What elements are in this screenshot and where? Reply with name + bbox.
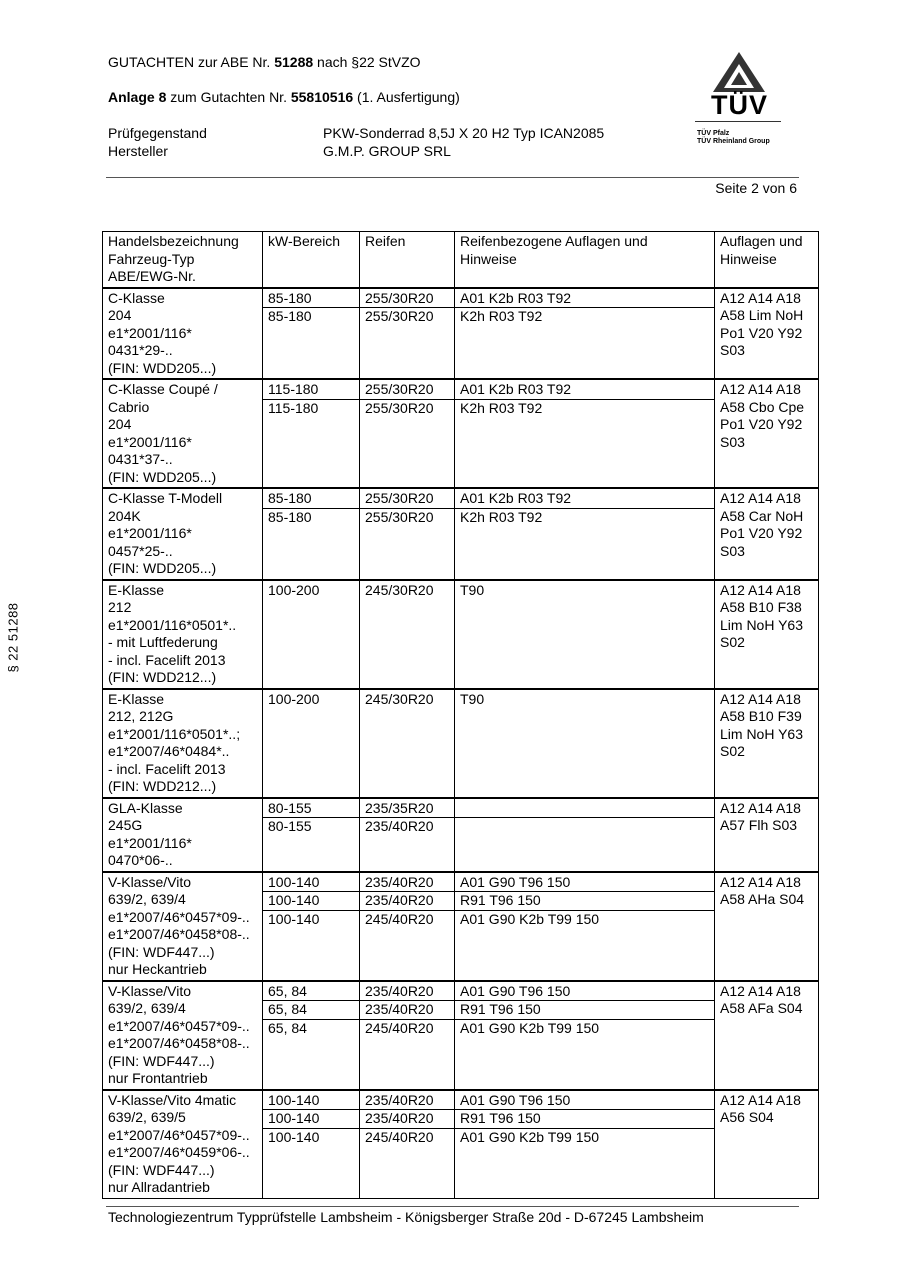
tyre-cell [360, 488, 455, 580]
notes-cell: A12 A14 A18 A58 Car NoH Po1 V20 Y92 S03 [715, 488, 819, 580]
kw-value: 100-140 [268, 1128, 320, 1145]
kw-cell [263, 379, 360, 488]
tyre-cell [360, 580, 455, 689]
kw-value: 65, 84 [263, 1001, 359, 1020]
tyre-notes: A01 K2b R03 T92 [455, 290, 714, 309]
tyre-notes [455, 800, 714, 819]
table-row [103, 488, 819, 580]
tyre-notes-cell [455, 488, 715, 580]
kw-value: 80-155 [263, 800, 359, 819]
tyre-notes-cell [455, 379, 715, 488]
kw-cell [263, 689, 360, 798]
tyre-notes: T90 [460, 581, 485, 598]
document-title: GUTACHTEN zur ABE Nr. 51288 nach §22 StVZO [108, 54, 421, 70]
logo-rule [695, 121, 781, 122]
tyre-cell [360, 689, 455, 798]
hersteller-label: Hersteller [108, 143, 168, 159]
tyre-notes: A01 G90 K2b T99 150 [460, 1019, 600, 1036]
kw-value: 65, 84 [268, 1019, 307, 1036]
notes-cell: A12 A14 A18 A56 S04 [715, 1090, 819, 1199]
kw-cell [263, 872, 360, 981]
tyre-notes: A01 G90 T96 150 [455, 983, 714, 1002]
tyre-cell [360, 288, 455, 380]
kw-value: 100-200 [268, 690, 320, 707]
kw-value: 100-140 [268, 910, 320, 927]
header-divider [106, 177, 799, 178]
tyre-size: 235/40R20 [360, 874, 454, 893]
pruefgegenstand-value: PKW-Sonderrad 8,5J X 20 H2 Typ ICAN2085 [323, 125, 605, 141]
kw-value: 100-140 [263, 874, 359, 893]
tyre-cell [360, 1090, 455, 1199]
tyre-size: 255/30R20 [365, 508, 434, 525]
tyre-cell [360, 798, 455, 872]
tyre-notes-cell [455, 288, 715, 380]
table-row [103, 1090, 819, 1199]
tyre-notes-cell [455, 798, 715, 872]
notes-cell: A12 A14 A18 A58 B10 F38 Lim NoH Y63 S02 [715, 580, 819, 689]
tyre-size: 235/40R20 [360, 1110, 454, 1129]
tyre-notes: R91 T96 150 [455, 892, 714, 911]
tyre-cell [360, 981, 455, 1090]
tuev-triangle-icon [711, 50, 767, 94]
tyre-notes: R91 T96 150 [455, 1001, 714, 1020]
vehicle-name-cell: V-Klasse/Vito 4matic 639/2, 639/5 e1*2007/46*0457*09-.. e1*2007/46*0459*06-.. (FIN: WDF447...) nur Allradantrieb [103, 1090, 263, 1199]
kw-value: 100-140 [263, 1092, 359, 1111]
kw-cell [263, 488, 360, 580]
vehicle-name-cell: C-Klasse Coupé / Cabrio 204 e1*2001/116* 0431*37-.. (FIN: WDD205...) [103, 379, 263, 488]
tyre-size: 235/40R20 [360, 1092, 454, 1111]
kw-cell [263, 981, 360, 1090]
tyre-notes: A01 G90 K2b T99 150 [460, 910, 600, 927]
kw-value: 80-155 [268, 818, 312, 834]
tyre-size: 235/40R20 [360, 1001, 454, 1020]
tyre-notes: A01 G90 T96 150 [455, 874, 714, 893]
footer-divider [106, 1206, 799, 1207]
tyre-notes: K2h R03 T92 [460, 508, 543, 525]
header-cell: kW-Bereich [263, 232, 360, 288]
table-row [103, 981, 819, 1090]
vehicle-name-cell: C-Klasse T-Modell 204K e1*2001/116* 0457*25-.. (FIN: WDD205...) [103, 488, 263, 580]
tyre-notes-cell [455, 580, 715, 689]
kw-value: 85-180 [268, 308, 312, 324]
tuev-wordmark: TÜV [711, 90, 768, 120]
vehicle-name-cell: E-Klasse 212, 212G e1*2001/116*0501*..; e1*2007/46*0484*.. - incl. Facelift 2013 (FIN: WDD212...) [103, 689, 263, 798]
tyre-notes-cell [455, 981, 715, 1090]
header-cell: Reifenbezogene Auflagen und Hinweise [455, 232, 715, 288]
tyre-cell [360, 872, 455, 981]
tyre-notes: A01 G90 T96 150 [455, 1092, 714, 1111]
tyre-notes: A01 G90 K2b T99 150 [460, 1128, 600, 1145]
vehicle-table [102, 231, 819, 1199]
header-cell: Reifen [360, 232, 455, 288]
vehicle-name-cell: V-Klasse/Vito 639/2, 639/4 e1*2007/46*0457*09-.. e1*2007/46*0458*08-.. (FIN: WDF447...) nur Frontantrieb [103, 981, 263, 1090]
tyre-notes: K2h R03 T92 [460, 399, 543, 416]
tyre-size: 245/40R20 [365, 1019, 434, 1036]
notes-cell: A12 A14 A18 A58 Cbo Cpe Po1 V20 Y92 S03 [715, 379, 819, 488]
tuev-logo [695, 50, 785, 146]
tyre-notes: A01 K2b R03 T92 [455, 490, 714, 509]
logo-subtitle: TÜV Pfalz TÜV Rheinland Group [697, 130, 770, 145]
tyre-size: 255/30R20 [365, 308, 434, 324]
notes-cell: A12 A14 A18 A58 AFa S04 [715, 981, 819, 1090]
kw-cell [263, 288, 360, 380]
tyre-notes-cell [455, 1090, 715, 1199]
tyre-notes-cell [455, 872, 715, 981]
tyre-size: 245/30R20 [365, 581, 434, 598]
annex-line: Anlage 8 zum Gutachten Nr. 55810516 (1. Ausfertigung) [108, 89, 460, 105]
pruefgegenstand-label: Prüfgegenstand [108, 125, 207, 141]
kw-cell [263, 798, 360, 872]
tyre-size: 235/40R20 [365, 818, 434, 834]
kw-value: 85-180 [263, 490, 359, 509]
vehicle-name-cell: E-Klasse 212 e1*2001/116*0501*.. - mit Luftfederung - incl. Facelift 2013 (FIN: WDD212...) [103, 580, 263, 689]
table-row [103, 689, 819, 798]
table-row [103, 580, 819, 689]
notes-cell: A12 A14 A18 A58 Lim NoH Po1 V20 Y92 S03 [715, 288, 819, 380]
kw-value: 115-180 [268, 399, 319, 416]
vehicle-name-cell: C-Klasse 204 e1*2001/116* 0431*29-.. (FIN: WDD205...) [103, 288, 263, 380]
table-row [103, 872, 819, 981]
notes-cell: A12 A14 A18 A58 AHa S04 [715, 872, 819, 981]
tyre-size: 235/35R20 [360, 800, 454, 819]
kw-value: 115-180 [263, 381, 359, 400]
kw-value: 85-180 [268, 508, 312, 525]
tyre-notes: T90 [460, 690, 485, 707]
hersteller-value: G.M.P. GROUP SRL [323, 143, 451, 159]
side-note: § 22 51288 [5, 602, 21, 673]
table-body [103, 288, 819, 1199]
kw-value: 85-180 [263, 290, 359, 309]
tyre-size: 255/30R20 [360, 290, 454, 309]
tyre-size: 245/40R20 [365, 910, 434, 927]
table-row [103, 798, 819, 872]
header-cell: Auflagen und Hinweise [715, 232, 819, 288]
header-cell: Handelsbezeichnung Fahrzeug-Typ ABE/EWG-Nr. [103, 232, 263, 288]
kw-value: 100-140 [263, 1110, 359, 1129]
tyre-notes: K2h R03 T92 [460, 308, 543, 324]
notes-cell: A12 A14 A18 A58 B10 F39 Lim NoH Y63 S02 [715, 689, 819, 798]
vehicle-name-cell: V-Klasse/Vito 639/2, 639/4 e1*2007/46*0457*09-.. e1*2007/46*0458*08-.. (FIN: WDF447...) nur Heckantrieb [103, 872, 263, 981]
tyre-size: 235/40R20 [360, 892, 454, 911]
kw-cell [263, 580, 360, 689]
kw-cell [263, 1090, 360, 1199]
tyre-notes [455, 818, 714, 836]
tyre-notes-cell [455, 689, 715, 798]
table-header-row [103, 232, 819, 288]
tyre-size: 255/30R20 [365, 399, 434, 416]
footer-address: Technologiezentrum Typprüfstelle Lambsheim - Königsberger Straße 20d - D-67245 Lambsheim [108, 1209, 704, 1225]
table-row [103, 379, 819, 488]
tyre-size: 245/30R20 [365, 690, 434, 707]
kw-value: 65, 84 [263, 983, 359, 1002]
tyre-size: 235/40R20 [360, 983, 454, 1002]
tyre-cell [360, 379, 455, 488]
tyre-size: 255/30R20 [360, 381, 454, 400]
tyre-notes: R91 T96 150 [455, 1110, 714, 1129]
kw-value: 100-200 [268, 581, 320, 598]
table-row [103, 288, 819, 380]
notes-cell: A12 A14 A18 A57 Flh S03 [715, 798, 819, 872]
vehicle-name-cell: GLA-Klasse 245G e1*2001/116* 0470*06-.. [103, 798, 263, 872]
page-number: Seite 2 von 6 [715, 180, 797, 196]
kw-value: 100-140 [263, 892, 359, 911]
tyre-notes: A01 K2b R03 T92 [455, 381, 714, 400]
tyre-size: 245/40R20 [365, 1128, 434, 1145]
tyre-size: 255/30R20 [360, 490, 454, 509]
